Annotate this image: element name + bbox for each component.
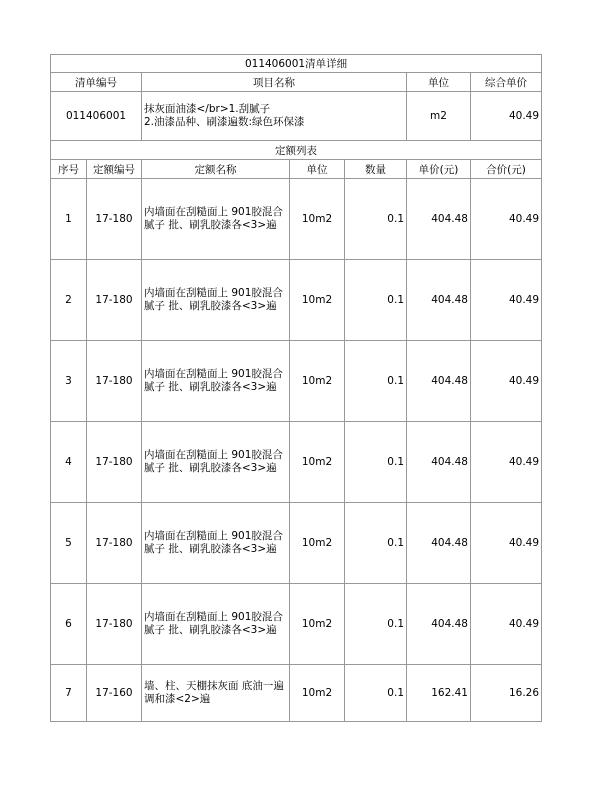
row-total: 40.49 <box>471 179 542 260</box>
row-code: 17-180 <box>87 179 142 260</box>
table-row <box>51 665 542 722</box>
row-code: 17-180 <box>87 422 142 503</box>
row-unit: 10m2 <box>290 665 345 722</box>
row-code: 17-160 <box>87 665 142 722</box>
row-code: 17-180 <box>87 341 142 422</box>
bill-item-name-line2: 2.油漆品种、刷漆遍数:绿色环保漆 <box>144 116 305 128</box>
row-total: 40.49 <box>471 503 542 584</box>
row-price: 404.48 <box>407 179 471 260</box>
bill-detail-table <box>50 54 542 722</box>
row-unit: 10m2 <box>290 503 345 584</box>
row-price: 404.48 <box>407 260 471 341</box>
row-no: 1 <box>51 179 87 260</box>
row-name: 内墙面在刮糙面上 901胶混合腻子 批、刷乳胶漆各<3>遍 <box>142 422 290 503</box>
row-qty: 0.1 <box>345 179 407 260</box>
row-qty: 0.1 <box>345 503 407 584</box>
header-bill-code: 清单编号 <box>51 73 142 92</box>
row-qty: 0.1 <box>345 260 407 341</box>
row-no: 7 <box>51 665 87 722</box>
row-code: 17-180 <box>87 503 142 584</box>
row-unit: 10m2 <box>290 260 345 341</box>
quota-header-unit: 单位 <box>290 160 345 179</box>
row-price: 404.48 <box>407 422 471 503</box>
row-no: 4 <box>51 422 87 503</box>
quota-header-name: 定额名称 <box>142 160 290 179</box>
row-name: 内墙面在刮糙面上 901胶混合腻子 批、刷乳胶漆各<3>遍 <box>142 260 290 341</box>
quota-section-title: 定额列表 <box>51 141 542 160</box>
header-item-name: 项目名称 <box>142 73 407 92</box>
row-price: 404.48 <box>407 341 471 422</box>
row-no: 6 <box>51 584 87 665</box>
table-row <box>51 179 542 260</box>
bill-item-name <box>142 92 407 141</box>
row-total: 40.49 <box>471 260 542 341</box>
table-row <box>51 422 542 503</box>
table-row <box>51 341 542 422</box>
bill-unit: m2 <box>407 92 471 141</box>
row-name: 墙、柱、天棚抹灰面 底油一遍调和漆<2>遍 <box>142 665 290 722</box>
bill-item-name-line1: 抹灰面油漆</br>1.刮腻子 <box>144 103 271 115</box>
row-no: 3 <box>51 341 87 422</box>
row-no: 2 <box>51 260 87 341</box>
row-qty: 0.1 <box>345 422 407 503</box>
row-code: 17-180 <box>87 584 142 665</box>
quota-header-price: 单价(元) <box>407 160 471 179</box>
row-name: 内墙面在刮糙面上 901胶混合腻子 批、刷乳胶漆各<3>遍 <box>142 503 290 584</box>
row-no: 5 <box>51 503 87 584</box>
header-unit: 单位 <box>407 73 471 92</box>
quota-header-no: 序号 <box>51 160 87 179</box>
row-name: 内墙面在刮糙面上 901胶混合腻子 批、刷乳胶漆各<3>遍 <box>142 584 290 665</box>
bill-code: 011406001 <box>51 92 142 141</box>
row-unit: 10m2 <box>290 422 345 503</box>
quota-header-qty: 数量 <box>345 160 407 179</box>
row-total: 40.49 <box>471 422 542 503</box>
row-unit: 10m2 <box>290 179 345 260</box>
row-code: 17-180 <box>87 260 142 341</box>
row-qty: 0.1 <box>345 341 407 422</box>
row-qty: 0.1 <box>345 584 407 665</box>
table-row <box>51 584 542 665</box>
row-name: 内墙面在刮糙面上 901胶混合腻子 批、刷乳胶漆各<3>遍 <box>142 179 290 260</box>
row-unit: 10m2 <box>290 584 345 665</box>
quota-header-total: 合价(元) <box>471 160 542 179</box>
row-total: 40.49 <box>471 584 542 665</box>
table-row <box>51 503 542 584</box>
row-unit: 10m2 <box>290 341 345 422</box>
quota-header-code: 定额编号 <box>87 160 142 179</box>
row-price: 162.41 <box>407 665 471 722</box>
bill-price: 40.49 <box>471 92 542 141</box>
row-name: 内墙面在刮糙面上 901胶混合腻子 批、刷乳胶漆各<3>遍 <box>142 341 290 422</box>
row-price: 404.48 <box>407 503 471 584</box>
table-title: 011406001清单详细 <box>51 55 542 73</box>
table-row <box>51 260 542 341</box>
row-price: 404.48 <box>407 584 471 665</box>
row-total: 40.49 <box>471 341 542 422</box>
row-qty: 0.1 <box>345 665 407 722</box>
row-total: 16.26 <box>471 665 542 722</box>
header-unit-price: 综合单价 <box>471 73 542 92</box>
